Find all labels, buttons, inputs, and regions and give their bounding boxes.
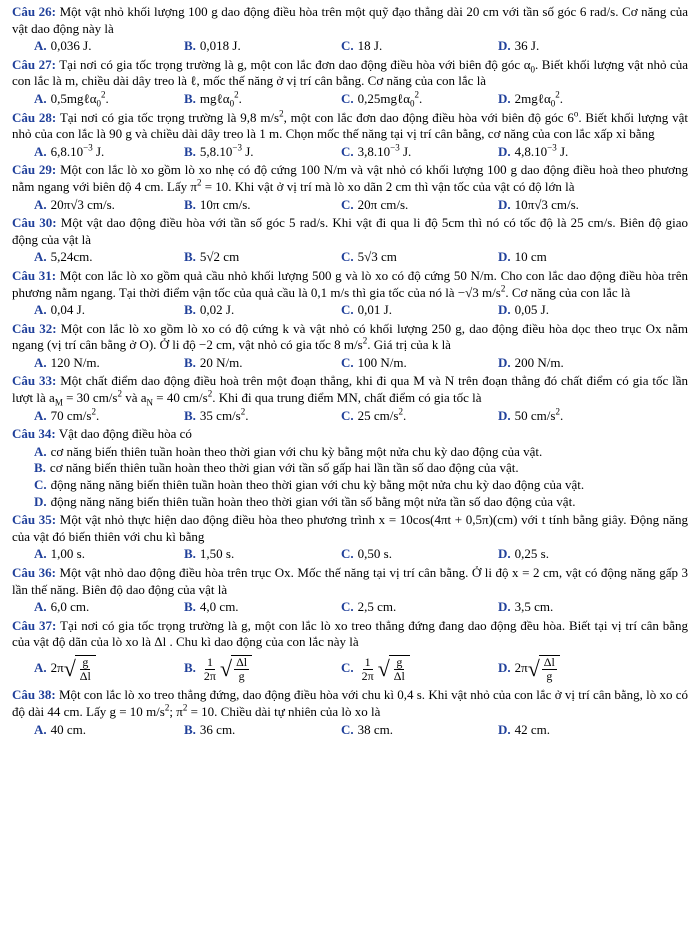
option-letter: B. bbox=[184, 599, 196, 615]
question-body: Một con lắc lò xo gồm lò xo có độ cứng k và vật nhỏ có khối lượng 250 g, dao động điều hòa dọc theo trục Ox nằm ngang (vị trí cân bằng ở O). Ở li độ −2 cm, vật nhỏ có gia tốc 8 $m/s^2$. Giá trị của k là bbox=[12, 320, 688, 353]
option-text: 0,5mgℓα$_0^2$. bbox=[50, 89, 109, 109]
option-text: 20 N/m. bbox=[199, 354, 243, 370]
option-letter: C. bbox=[341, 660, 354, 676]
option-text: cơ năng biến thiên tuần hoàn theo thời gian với chu kỳ bằng một nửa chu kỳ dao động của vật. bbox=[50, 443, 543, 459]
answer-option-d[interactable] bbox=[498, 599, 648, 616]
option-letter: A. bbox=[34, 721, 47, 737]
question-33 bbox=[12, 373, 688, 424]
question-label: Câu 38: bbox=[12, 687, 56, 703]
answer-option-b[interactable] bbox=[184, 197, 341, 214]
option-letter: C. bbox=[341, 143, 354, 159]
question-body: Một chất điểm dao động điều hoà trên một đoạn thẳng, khi đi qua M và N trên đoạn thẳng đó chất điểm có gia tốc lần lượt là $a_M = 30$ $cm/s^2$ và $a_N = 40$ $cm/s^2$. Khi đi qua trung điểm MN, chất điểm có gia tốc là bbox=[12, 373, 688, 408]
answer-option-c[interactable] bbox=[341, 197, 498, 214]
option-letter: C. bbox=[34, 477, 47, 493]
answer-option-a[interactable] bbox=[34, 38, 184, 55]
answer-options bbox=[12, 302, 688, 319]
option-letter: D. bbox=[498, 660, 511, 676]
question-text bbox=[12, 321, 688, 354]
answer-option-a[interactable] bbox=[34, 144, 184, 161]
answer-option-c[interactable] bbox=[341, 408, 498, 425]
option-letter: C. bbox=[341, 38, 354, 54]
option-letter: C. bbox=[341, 599, 354, 615]
answer-options bbox=[12, 599, 688, 616]
option-text: 36 cm. bbox=[199, 721, 236, 737]
answer-options bbox=[12, 249, 688, 266]
option-text: 0,25mgℓα$_0^2$. bbox=[357, 89, 423, 109]
answer-option-c[interactable] bbox=[341, 599, 498, 616]
question-37 bbox=[12, 618, 688, 684]
answer-option-c[interactable] bbox=[341, 355, 498, 372]
answer-option-d[interactable] bbox=[498, 654, 648, 684]
option-text: 120 N/m. bbox=[50, 354, 100, 370]
option-text: 1,50 s. bbox=[199, 546, 235, 562]
option-text: 0,04 J. bbox=[50, 302, 85, 318]
option-text: 2π √ $\frac{\Delta l}{g}$ bbox=[515, 655, 560, 683]
answer-option-a[interactable] bbox=[34, 197, 184, 214]
answer-option-d[interactable] bbox=[498, 144, 648, 161]
option-text: 5√3 cm bbox=[357, 249, 397, 265]
option-text: $\frac{1}{2\pi}$ √ $\frac{g}{\Delta l}$ bbox=[358, 654, 410, 684]
option-letter: D. bbox=[498, 599, 511, 615]
answer-option-b[interactable] bbox=[184, 599, 341, 616]
answer-option-c[interactable] bbox=[341, 722, 498, 739]
answer-option-b[interactable] bbox=[184, 144, 341, 161]
answer-option-b[interactable] bbox=[184, 302, 341, 319]
question-body: Một con lắc lò xo gồm lò xo nhẹ có độ cứng 100 N/m và vật nhỏ có khối lượng 100 g dao động điều hoà theo phương nằm ngang với biên độ 4 cm. Lấy $\pi^2 = 10$. Khi vật ở vị trí mà lò xo dãn 2 cm thì vận tốc của vật có độ lớn là bbox=[12, 162, 689, 194]
answer-option-c[interactable] bbox=[341, 302, 498, 319]
question-label: Câu 28: bbox=[12, 109, 57, 125]
option-text: 10π√3 cm/s. bbox=[514, 196, 579, 212]
option-text: 35 $cm/s^2$. bbox=[199, 406, 249, 423]
answer-option-a[interactable] bbox=[34, 654, 184, 684]
option-text: 38 cm. bbox=[357, 721, 394, 737]
option-text: $6,8.10^{-3}$ J. bbox=[50, 142, 105, 159]
option-text: 2mgℓα$_0^2$. bbox=[514, 89, 564, 109]
option-letter: B. bbox=[184, 196, 196, 212]
question-32 bbox=[12, 321, 688, 372]
answer-option-b[interactable] bbox=[184, 355, 341, 372]
answer-option-a[interactable] bbox=[34, 355, 184, 372]
answer-option-d[interactable] bbox=[498, 408, 648, 425]
answer-options bbox=[12, 91, 688, 108]
answer-option-d[interactable] bbox=[498, 546, 648, 563]
question-label: Câu 27: bbox=[12, 56, 56, 72]
question-38 bbox=[12, 687, 688, 738]
option-letter: A. bbox=[34, 196, 47, 212]
option-text: 3,5 cm. bbox=[514, 599, 554, 615]
option-text: 1,00 s. bbox=[50, 546, 85, 562]
answer-option-d[interactable] bbox=[498, 197, 648, 214]
question-text bbox=[12, 162, 688, 195]
option-text: 4,0 cm. bbox=[199, 599, 239, 615]
option-letter: C. bbox=[341, 302, 354, 318]
option-text: 2,5 cm. bbox=[357, 599, 397, 615]
answer-options bbox=[12, 444, 688, 510]
answer-option-c[interactable] bbox=[341, 144, 498, 161]
option-letter: A. bbox=[34, 546, 47, 562]
option-text: 0,01 J. bbox=[357, 302, 392, 318]
answer-options bbox=[12, 355, 688, 372]
option-letter: D. bbox=[498, 249, 511, 265]
answer-option-b[interactable] bbox=[184, 38, 341, 55]
option-letter: D. bbox=[34, 493, 47, 509]
option-text: 2π √ $\frac{g}{\Delta l}$ bbox=[51, 655, 96, 683]
question-text bbox=[12, 426, 688, 443]
option-letter: D. bbox=[498, 721, 511, 737]
answer-option-a[interactable] bbox=[34, 91, 184, 108]
question-body: Một vật nhỏ khối lượng 100 g dao động điều hòa trên một quỹ đạo thẳng dài 20 cm với tần số góc 6 rad/s. Cơ năng của vật dao động này là bbox=[12, 4, 689, 36]
answer-options bbox=[12, 654, 688, 684]
option-text: 200 N/m. bbox=[514, 354, 564, 370]
question-label: Câu 31: bbox=[12, 267, 57, 283]
option-letter: D. bbox=[498, 546, 511, 562]
question-text bbox=[12, 4, 688, 37]
option-text: 25 $cm/s^2$. bbox=[357, 406, 407, 423]
answer-option-a[interactable] bbox=[34, 408, 184, 425]
option-letter: B. bbox=[184, 302, 196, 318]
option-text: 0,50 s. bbox=[357, 546, 392, 562]
option-text: 18 J. bbox=[357, 38, 383, 54]
question-text bbox=[12, 687, 688, 720]
question-label: Câu 37: bbox=[12, 617, 57, 633]
option-text: mgℓα$_0^2$. bbox=[199, 89, 242, 109]
answer-option-a[interactable] bbox=[34, 444, 688, 461]
option-text: $3,8.10^{-3}$ J. bbox=[357, 142, 412, 159]
option-letter: A. bbox=[34, 38, 47, 54]
answer-option-c[interactable] bbox=[341, 38, 498, 55]
answer-option-a[interactable] bbox=[34, 722, 184, 739]
option-letter: D. bbox=[498, 143, 511, 159]
answer-option-d[interactable] bbox=[498, 91, 648, 108]
option-letter: A. bbox=[34, 249, 47, 265]
option-text: 40 cm. bbox=[50, 721, 87, 737]
option-letter: B. bbox=[184, 546, 196, 562]
answer-option-b[interactable] bbox=[184, 546, 341, 563]
option-text: $5,8.10^{-3}$ J. bbox=[199, 142, 254, 159]
question-text bbox=[12, 110, 688, 143]
question-28 bbox=[12, 110, 688, 161]
option-letter: A. bbox=[34, 354, 47, 370]
option-letter: B. bbox=[184, 354, 196, 370]
option-text: 10 cm bbox=[514, 249, 547, 265]
option-text: 0,018 J. bbox=[199, 38, 241, 54]
option-letter: D. bbox=[498, 38, 511, 54]
answer-options bbox=[12, 197, 688, 214]
option-text: 5,24cm. bbox=[50, 249, 93, 265]
option-letter: B. bbox=[184, 407, 196, 423]
answer-option-b[interactable] bbox=[34, 460, 688, 477]
question-body: Một vật nhỏ dao động điều hòa trên trục Ox. Mốc thế năng tại vị trí cân bằng. Ở li độ x = 2 cm, vật có động năng gấp 3 lần thế năng. Biên độ dao động của vật là bbox=[12, 565, 688, 597]
option-text: 70 $cm/s^2$. bbox=[50, 406, 100, 423]
answer-options bbox=[12, 38, 688, 55]
option-text: 100 N/m. bbox=[357, 354, 407, 370]
option-letter: B. bbox=[184, 660, 196, 676]
answer-options bbox=[12, 546, 688, 563]
option-letter: A. bbox=[34, 443, 47, 459]
question-body: Một con lắc lò xo gồm quả cầu nhỏ khối lượng 500 g và lò xo có độ cứng 50 N/m. Cho con lắc dao động điều hòa trên phương nằm ngang. Tại thời điểm vận tốc của quả cầu là 0,1 m/s thì gia tốc của nó là −√3 $m/s^2$. Cơ năng của con lắc là bbox=[12, 267, 689, 300]
answer-option-a[interactable] bbox=[34, 302, 184, 319]
option-text: 20π√3 cm/s. bbox=[50, 196, 115, 212]
answer-options bbox=[12, 408, 688, 425]
question-34 bbox=[12, 426, 688, 510]
option-letter: A. bbox=[34, 143, 47, 159]
option-letter: C. bbox=[341, 721, 354, 737]
answer-option-b[interactable] bbox=[184, 654, 341, 684]
option-text: $\frac{1}{2\pi}$ √ $\frac{\Delta l}{g}$ bbox=[200, 654, 252, 684]
option-text: động năng năng biến thiên tuần hoàn theo thời gian với tần số bằng một nửa tần số dao động của vật. bbox=[50, 493, 576, 509]
option-text: 0,036 J. bbox=[50, 38, 92, 54]
option-letter: B. bbox=[184, 38, 196, 54]
answer-option-c[interactable] bbox=[341, 546, 498, 563]
option-text: 50 $cm/s^2$. bbox=[514, 406, 564, 423]
question-body: Một vật nhỏ thực hiện dao động điều hòa theo phương trình x = 10cos(4πt + 0,5π)(cm) với t tính bằng giây. Động năng của vật đó biến thiên với chu kì bằng bbox=[12, 512, 689, 544]
question-text bbox=[12, 57, 688, 90]
answer-option-c[interactable] bbox=[341, 249, 498, 266]
answer-option-c[interactable] bbox=[341, 91, 498, 108]
option-letter: C. bbox=[341, 407, 354, 423]
question-31 bbox=[12, 268, 688, 319]
answer-option-a[interactable] bbox=[34, 546, 184, 563]
option-letter: D. bbox=[498, 354, 511, 370]
option-letter: A. bbox=[34, 90, 47, 106]
question-text bbox=[12, 618, 688, 651]
answer-option-d[interactable] bbox=[498, 249, 648, 266]
option-letter: C. bbox=[341, 90, 354, 106]
option-text: 0,02 J. bbox=[199, 302, 235, 318]
question-26 bbox=[12, 4, 688, 55]
question-text bbox=[12, 215, 688, 248]
question-29 bbox=[12, 162, 688, 213]
question-label: Câu 34: bbox=[12, 426, 56, 442]
question-text bbox=[12, 512, 688, 545]
question-text bbox=[12, 268, 688, 301]
question-body: Tại nơi có gia tốc trọng trường là 9,8 $m/s^2$, một con lắc đơn dao động điều hòa với biên độ góc 6$^o$. Biết khối lượng vật nhỏ của con lắc là 90 g và chiều dài dây treo là 1 m. Chọn mốc thế năng tại vị trí cân bằng, cơ năng của con lắc xấp xỉ bằng bbox=[12, 108, 688, 142]
question-body: Tại nơi có gia tốc trọng trường là g, một con lắc đơn dao động điều hòa với biên độ góc $\alpha_0$. Biết khối lượng vật nhỏ của con lắc là m, chiều dài dây treo là ℓ, mốc thế năng ở vị trí cân bằng. Cơ năng của con lắc là bbox=[12, 56, 689, 89]
option-text: 42 cm. bbox=[514, 721, 551, 737]
question-text bbox=[12, 565, 688, 598]
option-letter: B. bbox=[184, 143, 196, 159]
question-35 bbox=[12, 512, 688, 563]
option-text: 5√2 cm bbox=[199, 249, 240, 265]
answer-option-c[interactable] bbox=[34, 477, 688, 494]
answer-option-a[interactable] bbox=[34, 599, 184, 616]
option-text: 0,05 J. bbox=[514, 302, 549, 318]
option-letter: B. bbox=[34, 460, 46, 476]
question-body: Tại nơi có gia tốc trọng trường là g, một con lắc lò xo treo thẳng đứng đang dao động đều hòa. Biết tại vị trí cân bằng của vật độ dãn của lò xo là Δl . Chu kì dao động của con lắc này là bbox=[12, 617, 689, 650]
answer-option-d[interactable] bbox=[498, 722, 648, 739]
question-label: Câu 35: bbox=[12, 512, 57, 528]
option-letter: B. bbox=[184, 721, 196, 737]
option-letter: B. bbox=[184, 90, 196, 106]
question-text bbox=[12, 373, 688, 406]
question-36 bbox=[12, 565, 688, 616]
option-letter: A. bbox=[34, 599, 47, 615]
answer-option-d[interactable] bbox=[498, 302, 648, 319]
option-text: cơ năng biến thiên tuần hoàn theo thời gian với tần số gấp hai lần tần số dao động của vật. bbox=[49, 460, 519, 476]
option-letter: C. bbox=[341, 196, 354, 212]
question-label: Câu 26: bbox=[12, 4, 57, 19]
question-body: Vật dao động điều hòa có bbox=[58, 426, 192, 442]
question-30 bbox=[12, 215, 688, 266]
option-text: 36 J. bbox=[514, 38, 540, 54]
option-letter: C. bbox=[341, 546, 354, 562]
question-body: Một con lắc lò xo treo thẳng đứng, dao động điều hòa với chu kì 0,4 s. Khi vật nhỏ của con lắc ở vị trí cân bằng, lò xo có độ dài 44 cm. Lấy g = 10 $m/s^2$; $\pi^2 = 10$. Chiều dài tự nhiên của lò xo là bbox=[12, 687, 689, 720]
option-letter: A. bbox=[34, 302, 47, 318]
option-letter: A. bbox=[34, 660, 47, 676]
question-label: Câu 29: bbox=[12, 162, 57, 178]
question-body: Một vật dao động điều hòa với tần số góc 5 rad/s. Khi vật đi qua li độ 5cm thì nó có tốc độ là 25 cm/s. Biên độ giao động của vật là bbox=[12, 215, 688, 247]
option-letter: C. bbox=[341, 249, 354, 265]
question-label: Câu 32: bbox=[12, 320, 57, 336]
answer-option-b[interactable] bbox=[184, 408, 341, 425]
option-letter: C. bbox=[341, 354, 354, 370]
answer-options bbox=[12, 144, 688, 161]
answer-option-b[interactable] bbox=[184, 249, 341, 266]
option-text: $4,8.10^{-3}$ J. bbox=[514, 142, 569, 159]
answer-options bbox=[12, 722, 688, 739]
option-text: 20π cm/s. bbox=[357, 196, 409, 212]
question-label: Câu 36: bbox=[12, 565, 56, 580]
answer-option-b[interactable] bbox=[184, 91, 341, 108]
answer-option-d[interactable] bbox=[498, 355, 648, 372]
option-letter: D. bbox=[498, 90, 511, 106]
option-letter: A. bbox=[34, 407, 47, 423]
option-letter: D. bbox=[498, 196, 511, 212]
answer-option-d[interactable] bbox=[498, 38, 648, 55]
answer-option-a[interactable] bbox=[34, 249, 184, 266]
option-text: 6,0 cm. bbox=[50, 599, 90, 615]
option-letter: D. bbox=[498, 302, 511, 318]
answer-option-c[interactable] bbox=[341, 654, 498, 684]
question-27 bbox=[12, 57, 688, 108]
option-text: 0,25 s. bbox=[514, 546, 549, 562]
answer-option-b[interactable] bbox=[184, 722, 341, 739]
question-label: Câu 30: bbox=[12, 215, 57, 231]
option-letter: B. bbox=[184, 249, 196, 265]
option-text: 10π cm/s. bbox=[199, 196, 251, 212]
option-text: động năng năng biến thiên tuần hoàn theo thời gian với chu kỳ bằng một nửa chu kỳ dao động của vật. bbox=[50, 477, 585, 493]
option-letter: D. bbox=[498, 407, 511, 423]
question-label: Câu 33: bbox=[12, 373, 57, 389]
answer-option-d[interactable] bbox=[34, 494, 688, 511]
